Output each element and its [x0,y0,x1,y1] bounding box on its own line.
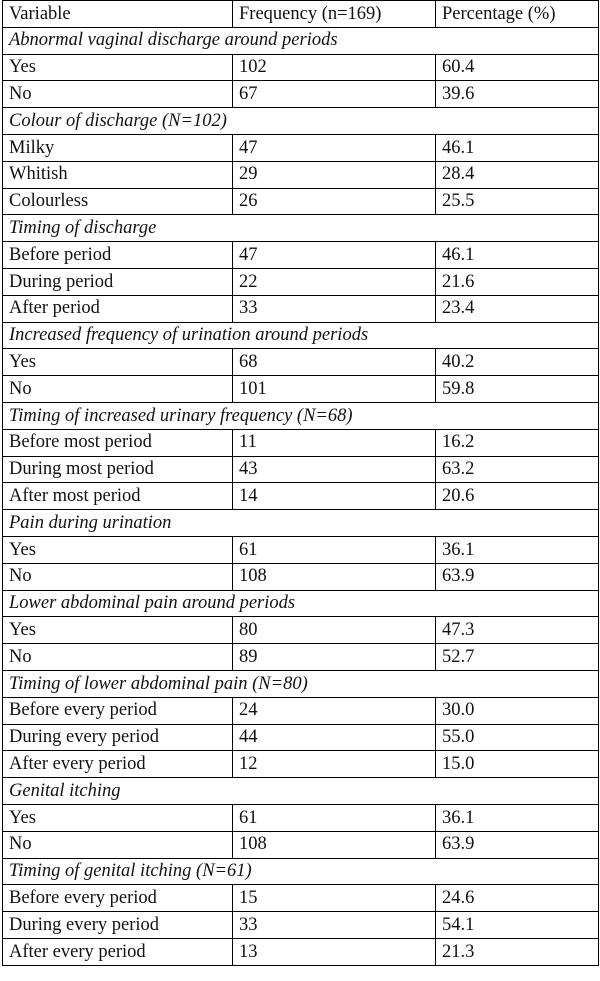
cell-frequency: 33 [233,912,436,939]
cell-frequency: 14 [233,483,436,510]
cell-variable: After period [3,295,233,322]
cell-frequency: 44 [233,724,436,751]
cell-frequency: 61 [233,536,436,563]
cell-frequency: 43 [233,456,436,483]
section-header-row [3,402,599,429]
cell-variable: After most period [3,483,233,510]
cell-percentage: 39.6 [436,81,599,108]
cell-variable: Whitish [3,161,233,188]
section-title: Timing of discharge [3,215,599,242]
cell-variable: Before period [3,242,233,269]
table-row [3,804,599,831]
cell-percentage: 30.0 [436,697,599,724]
cell-frequency: 15 [233,885,436,912]
cell-variable: During period [3,268,233,295]
cell-frequency: 108 [233,563,436,590]
cell-frequency: 24 [233,697,436,724]
cell-percentage: 46.1 [436,242,599,269]
section-title: Lower abdominal pain around periods [3,590,599,617]
section-header-row [3,590,599,617]
cell-variable: Before every period [3,697,233,724]
table-row [3,349,599,376]
cell-frequency: 26 [233,188,436,215]
cell-variable: No [3,376,233,403]
table-row [3,563,599,590]
cell-percentage: 47.3 [436,617,599,644]
cell-percentage: 15.0 [436,751,599,778]
table-row [3,81,599,108]
cell-variable: Yes [3,536,233,563]
cell-frequency: 22 [233,268,436,295]
cell-variable: No [3,831,233,858]
cell-variable: Milky [3,134,233,161]
cell-frequency: 47 [233,242,436,269]
cell-percentage: 16.2 [436,429,599,456]
cell-variable: No [3,644,233,671]
cell-frequency: 29 [233,161,436,188]
section-title: Genital itching [3,778,599,805]
header-frequency: Frequency (n=169) [233,1,436,28]
table-row [3,188,599,215]
section-header-row [3,510,599,537]
cell-variable: During most period [3,456,233,483]
header-percentage: Percentage (%) [436,1,599,28]
cell-percentage: 40.2 [436,349,599,376]
table-row [3,644,599,671]
cell-frequency: 12 [233,751,436,778]
cell-variable: Yes [3,349,233,376]
section-header-row [3,322,599,349]
cell-percentage: 21.6 [436,268,599,295]
cell-variable: Yes [3,804,233,831]
cell-frequency: 102 [233,54,436,81]
cell-frequency: 108 [233,831,436,858]
table-row [3,268,599,295]
table-row [3,54,599,81]
cell-percentage: 63.9 [436,563,599,590]
cell-percentage: 63.9 [436,831,599,858]
section-header-row [3,215,599,242]
cell-variable: Colourless [3,188,233,215]
table-row [3,161,599,188]
cell-percentage: 21.3 [436,938,599,965]
table-row [3,456,599,483]
cell-frequency: 47 [233,134,436,161]
cell-percentage: 20.6 [436,483,599,510]
cell-percentage: 36.1 [436,536,599,563]
section-title: Pain during urination [3,510,599,537]
table-row [3,885,599,912]
cell-frequency: 89 [233,644,436,671]
cell-percentage: 46.1 [436,134,599,161]
cell-frequency: 61 [233,804,436,831]
table-row [3,724,599,751]
table-row [3,617,599,644]
table-row [3,536,599,563]
cell-variable: No [3,563,233,590]
cell-percentage: 36.1 [436,804,599,831]
section-header-row [3,27,599,54]
section-header-row [3,858,599,885]
cell-variable: After every period [3,751,233,778]
cell-variable: No [3,81,233,108]
cell-variable: During every period [3,912,233,939]
table-body [3,27,599,965]
symptoms-table [2,0,599,966]
cell-frequency: 67 [233,81,436,108]
cell-variable: Yes [3,617,233,644]
table-row [3,295,599,322]
table-row [3,912,599,939]
cell-frequency: 101 [233,376,436,403]
cell-variable: Before every period [3,885,233,912]
section-title: Colour of discharge (N=102) [3,108,599,135]
table-row [3,429,599,456]
table-row [3,242,599,269]
cell-percentage: 63.2 [436,456,599,483]
cell-percentage: 52.7 [436,644,599,671]
cell-percentage: 23.4 [436,295,599,322]
header-row [3,1,599,28]
section-title: Timing of genital itching (N=61) [3,858,599,885]
section-title: Increased frequency of urination around periods [3,322,599,349]
table-row [3,697,599,724]
cell-variable: Before most period [3,429,233,456]
table-row [3,134,599,161]
cell-frequency: 80 [233,617,436,644]
cell-percentage: 54.1 [436,912,599,939]
header-variable: Variable [3,1,233,28]
section-header-row [3,778,599,805]
table-row [3,831,599,858]
cell-percentage: 24.6 [436,885,599,912]
table-row [3,483,599,510]
section-header-row [3,670,599,697]
cell-frequency: 68 [233,349,436,376]
section-title: Timing of lower abdominal pain (N=80) [3,670,599,697]
cell-frequency: 11 [233,429,436,456]
cell-frequency: 33 [233,295,436,322]
cell-percentage: 25.5 [436,188,599,215]
cell-percentage: 28.4 [436,161,599,188]
section-title: Abnormal vaginal discharge around periods [3,27,599,54]
table-row [3,751,599,778]
cell-frequency: 13 [233,938,436,965]
cell-variable: Yes [3,54,233,81]
cell-percentage: 55.0 [436,724,599,751]
section-title: Timing of increased urinary frequency (N=68) [3,402,599,429]
table-row [3,938,599,965]
cell-percentage: 60.4 [436,54,599,81]
section-header-row [3,108,599,135]
cell-variable: During every period [3,724,233,751]
cell-percentage: 59.8 [436,376,599,403]
table-row [3,376,599,403]
cell-variable: After every period [3,938,233,965]
